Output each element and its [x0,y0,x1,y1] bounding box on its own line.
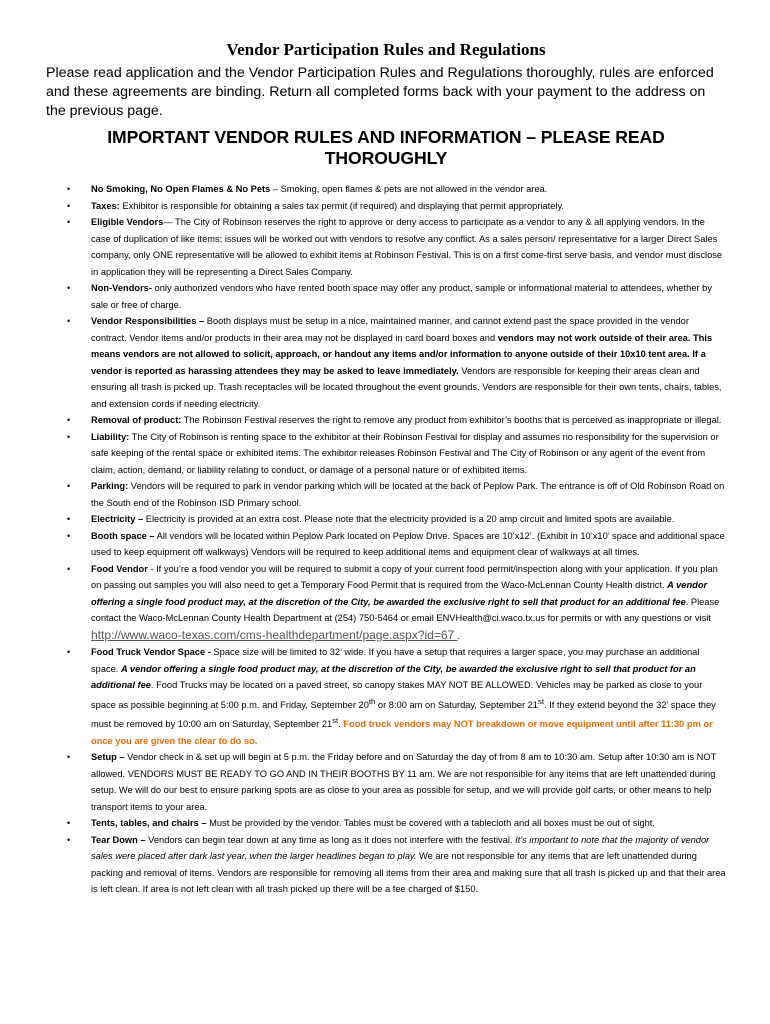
rule-eligible-vendors [67,214,726,280]
rule-text: We are not responsible for any items that are left unattended during packing and removal of items. Vendors are responsible for removing all items from their area and making sure that all trash is picked up and that their area is left clean. If area is not left clean with all trash picked up there will be a fee charged of $150. [91,851,726,895]
rule-text: - If you’re a food vendor you will be required to submit a copy of your current food permit/inspection along with your application. If you plan on passing out samples you will also need to get a Temporary Food Permit that is required from the Waco-McLennan County Health district. [91,563,718,590]
rule-liability [67,429,726,479]
rule-vendor-responsibilities [67,313,726,412]
rule-label: Vendor Responsibilities – [91,316,205,326]
rule-label: Food Truck Vendor Space - [91,647,211,657]
rule-label: Booth space – [91,530,155,541]
bullet: • [67,200,71,211]
rule-text: All vendors will be located within Peplow Park located on Peplow Drive. Spaces are 10’x12’. (Exhibit in 10’x10’ space and additional space used to keep equipment off walkways) Vendors will be required to keep additional items and equipment clear of walkways at all times. [91,530,725,557]
rule-removal-of-product [67,412,726,429]
ordinal-suffix: st [332,716,339,726]
important-heading: IMPORTANT VENDOR RULES AND INFORMATION – PLEASE READ THOROUGHLY [107,127,665,168]
bullet: • [67,184,71,194]
rule-label: Liability: [91,431,130,442]
rule-electricity [67,511,726,528]
bullet: • [67,752,71,763]
rule-label: No Smoking, No Open Flames & No Pets [91,184,271,194]
rule-text: The City of Robinson is renting space to the exhibitor at their Robinson Festival for display and assumes no responsibility for the supervision or safe keeping of the rental space or exhibited items. The exhibitor releases Robinson Festival and The City of Robinson or any agent of the event from claim, action, demand, or liability relating to conduct, or damage of a personal nature or of exhibited items. [91,431,719,475]
rule-text: Vendors will be required to park in vendor parking which will be located at the back of Peplow Park. The entrance is off of Old Robinson Road on the South end of the Robinson ISD Primary school. [91,481,725,508]
rule-italic-text: A vendor offering a single food product may, at the discretion of the City, be awarded the exclusive right to sell that product for an additional fee [91,580,708,607]
bullet: • [67,431,71,442]
rule-label: Non-Vendors- [91,283,152,293]
rule-text: . [338,719,344,730]
rule-booth-space [67,528,726,561]
rule-label: Taxes: [91,200,120,211]
rule-text: — The City of Robinson reserves the right to approve or deny access to participate as a vendor to any & all applying vendors. In the case of duplication of like items; issues will be worked out with vendors to resolve any conflict. As a sales person/ representative for a larger Direct Sales company, only ONE representative will be allowed to exhibit items at Robinson Festival. This is on a first come-first serve basis, and vendor must disclose in application they will be representing a Direct Sales Company. [91,217,723,277]
bullet: • [67,647,71,657]
bullet: • [67,563,71,574]
rule-text: – Smoking, open flames & pets are not allowed in the vendor area. [270,184,548,194]
rule-label: Tear Down – [91,834,146,845]
rule-text: Vendor check in & set up will begin at 5 p.m. the Friday before and on Saturday the day of from 8 am to 10:30 am. Setup after 10:30 am is NOT allowed. VENDORS MUST BE READY TO GO AND IN THEIR BOOTHS BY 11 am. We are not responsible for any items that are left unattended during setup. We will do our best to ensure parking spots are as close to your area as possible for setup, and we will provide golf carts, or other means to help transport items to your area. [91,752,717,812]
health-department-link[interactable]: http://www.waco-texas.com/cms-healthdepartment/page.aspx?id=67 [91,627,458,642]
rule-text: The Robinson Festival reserves the right to remove any product from exhibitor’s booths that is perceived as inappropriate or illegal. [181,415,722,425]
bullet: • [67,834,71,845]
rule-text: . Please contact the Waco-McLennan County Health Department at (254) 750-5464 or email ENVHealth@ci.waco.tx.us for permits or with any questions or visit [91,596,720,623]
rule-label: Food Vendor [91,563,148,574]
rule-setup [67,749,726,815]
rule-text: . If they extend beyond the 32’ space they must be removed by 10:00 am on Saturday, September 21 [91,699,716,730]
rule-label: Removal of product: [91,415,182,425]
page-title: Vendor Participation Rules and Regulations [226,40,546,59]
bullet: • [67,481,71,491]
rule-text: Vendors can begin tear down at any time as long as it does not interfere with the festival. [145,834,516,845]
rule-text: or 8:00 am on Saturday, September 21 [375,699,538,710]
bullet: • [67,283,71,293]
rule-tents-tables-chairs [67,815,726,832]
rule-food-truck [67,644,726,749]
intro-paragraph: Please read application and the Vendor Participation Rules and Regulations thoroughly, rules are enforced and these agreements are binding. Return all completed forms back with your payment to the address on the previous page. [46,65,714,119]
bullet: • [67,316,71,326]
rule-label: Parking: [91,481,129,491]
rule-text: Must be provided by the vendor. Tables must be covered with a tablecloth and all boxes must be out of sight. [206,818,655,829]
rule-text: Electricity is provided at an extra cost. Please note that the electricity provided is a 20 amp circuit and limited spots are available. [143,514,675,524]
bullet: • [67,217,71,227]
rule-tear-down [67,832,726,898]
rule-text: Space size will be limited to 32’ wide. If you have a setup that requires a larger space, you may purchase an additional space. [91,647,700,674]
ordinal-suffix: st [537,696,544,706]
rule-taxes [67,198,726,215]
rule-italic-text: A vendor offering a single food product may, at the discretion of the City, be awarded the exclusive right to sell that product for an additional fee [91,663,696,690]
rule-label: Electricity – [91,514,144,524]
bullet: • [67,514,71,524]
rule-label: Tents, tables, and chairs – [91,818,207,829]
rule-label: Setup – [91,752,125,763]
rule-label: Eligible Vendors [91,217,164,227]
rule-non-vendors [67,280,726,313]
rule-no-smoking [67,181,726,198]
bullet: • [67,818,71,829]
rule-text: Exhibitor is responsible for obtaining a sales tax permit (if required) and displaying that permit appropriately. [119,200,565,211]
rule-text: Vendors are responsible for keeping their areas clean and ensuring all trash is picked up. Trash receptacles will be located throughout the event grounds. Vendors are responsible for their own tents, chairs, tables, and extension cords if needing electricity. [91,365,722,409]
rule-parking [67,478,726,511]
rule-text: . [457,630,461,641]
rule-bold-text: vendors may not work outside of their area. This means vendors are not allowed to solicit, approach, or handout any items and/or information to anyone outside of their 10x10 tent area. If a vendor is reported as harassing attendees they may be asked to leave immediately. [91,332,713,376]
rule-warning-text: Food truck vendors may NOT breakdown or move equipment until after 11:30 pm or once you are given the clear to do so. [91,719,713,746]
ordinal-suffix: th [368,696,376,706]
rule-italic-text: It’s important to note that the majority of vendor sales were placed after dark last year, when the larger headlines began to play. [91,834,710,862]
rule-food-vendor [67,561,726,645]
bullet: • [67,530,71,541]
rule-text: Booth displays must be setup in a nice, maintained manner, and cannot extend past the space provided in the vendor contract. Vendor items and/or products in their area may not be displayed in card board boxes and [91,316,689,343]
bullet: • [67,415,71,425]
rules-list [46,181,726,898]
rule-text: . Food Trucks may be located on a paved street, so canopy stakes MAY NOT BE ALLOWED. Vehicles may be parked as close to your space as possible beginning at 5:00 p.m. and Friday, September 20 [91,680,703,710]
rule-text: only authorized vendors who have rented booth space may offer any product, sample or informational material to attendees, whether by sale or free of charge. [91,283,712,310]
